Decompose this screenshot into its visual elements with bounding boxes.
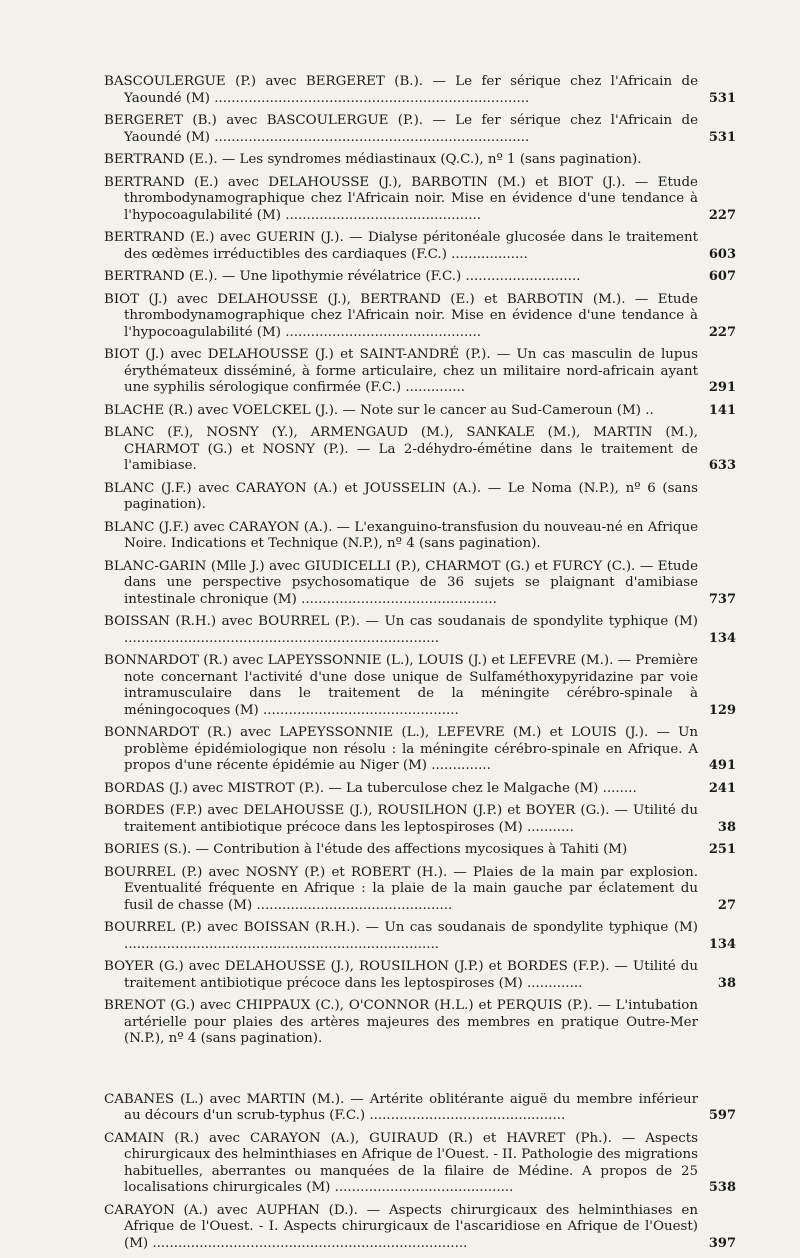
entry-text: BLANC (J.F.) avec CARAYON (A.) et JOUSSELIN (A.). — Le Noma (N.P.), nº 6 (sans pagination). [104,480,698,512]
entry-text: CAMAIN (R.) avec CARAYON (A.), GUIRAUD (R.) et HAVRET (Ph.). — Aspects chirurgicaux des helminthiases en Afrique de l'Ouest. - II. Pathologie des migrations habituelles, aberrantes ou manquées de la filaire de Médine. A propos de 25 localisations chirurgicales (M) .......................................... [104,1130,698,1195]
index-entry [104,781,736,798]
index-entry [104,347,736,397]
index-entry [104,1203,736,1253]
index-list-b-section [104,74,736,1048]
entry-text: BOURREL (P.) avec BOISSAN (R.H.). — Un cas soudanais de spondylite typhique (M) .......................................................................... [104,920,698,952]
index-entry [104,842,736,859]
entry-page-number: 227 [708,207,736,223]
entry-text: BERGERET (B.) avec BASCOULERGUE (P.). — Le fer sérique chez l'Africain de Yaoundé (M) .......................................................................... [104,113,698,145]
entry-text: BLANC (J.F.) avec CARAYON (A.). — L'exanguino-transfusion du nouveau-né en Afrique Noire. Indications et Technique (N.P.), nº 4 (sans pagination). [104,519,698,551]
index-page [104,74,736,1258]
entry-page-number: 134 [708,936,736,952]
index-entry [104,403,736,420]
entry-text: CABANES (L.) avec MARTIN (M.). — Artérite oblitérante aiguë du membre inférieur au décours d'un scrub-typhus (F.C.) .............................................. [104,1091,698,1123]
index-entry [104,653,736,719]
entry-page-number: 251 [708,842,736,857]
entry-page-number: 607 [708,269,736,284]
entry-page-number: 397 [708,1235,736,1251]
index-entry [104,614,736,647]
entry-page-number: 38 [717,819,736,835]
index-entry [104,865,736,915]
entry-page-number: 38 [717,975,736,991]
entry-page-number: 737 [708,591,736,607]
index-entry [104,1092,736,1125]
index-entry [104,559,736,609]
index-entry [104,269,736,286]
entry-text: BOURREL (P.) avec NOSNY (P.) et ROBERT (H.). — Plaies de la main par explosion. Eventualité fréquente en Afrique : la plaie de la main gauche par éclatement du fusil de chasse (M) .............................................. [104,864,698,913]
entry-page-number: 603 [708,246,736,262]
entry-page-number: 291 [708,380,736,395]
entry-page-number: 141 [708,402,736,418]
index-list-c-section [104,1092,736,1253]
entry-text: BLACHE (R.) avec VOELCKEL (J.). — Note sur le cancer au Sud-Cameroun (M) .. [104,402,654,418]
index-entry [104,175,736,225]
entry-text: BLANC (F.), NOSNY (Y.), ARMENGAUD (M.), SANKALE (M.), MARTIN (M.), CHARMOT (G.) et NOSNY (P.). — La 2-déhydro-émétine dans le traitement de l'amibiase. [104,425,698,473]
entry-text: BOYER (G.) avec DELAHOUSSE (J.), ROUSILHON (J.P.) et BORDES (F.P.). — Utilité du traitement antibiotique précoce dans les leptospiroses (M) ............. [104,959,698,991]
entry-page-number: 129 [708,702,736,718]
index-entry [104,230,736,263]
entry-page-number: 134 [708,630,736,646]
index-entry [104,1131,736,1197]
entry-page-number: 597 [708,1108,736,1123]
entry-text: BORDES (F.P.) avec DELAHOUSSE (J.), ROUSILHON (J.P.) et BOYER (G.). — Utilité du traitement antibiotique précoce dans les leptospiroses (M) ........... [104,803,698,835]
entry-text: BONNARDOT (R.) avec LAPEYSSONNIE (L.), LOUIS (J.) et LEFEVRE (M.). — Première note concernant l'activité d'une dose unique de Sulfaméthoxypyridazine par voie intramusculaire dans le traitement de la méningite cérébro-spinale à méningocoques (M) .............................................. [104,653,698,718]
index-entry [104,152,736,169]
index-entry [104,920,736,953]
entry-text: CARAYON (A.) avec AUPHAN (D.). — Aspects chirurgicaux des helminthiases en Afrique de l'Ouest. - I. Aspects chirurgicaux de l'ascaridiose en Afrique de l'Ouest) (M) .......................................................................... [104,1202,698,1251]
index-entry [104,481,736,514]
entry-text: BERTRAND (E.) avec DELAHOUSSE (J.), BARBOTIN (M.) et BIOT (J.). — Etude thrombodynamographique chez l'Africain noir. Mise en évidence d'une tendance à l'hypocoagulabilité (M) .............................................. [104,174,698,223]
entry-text: BORDAS (J.) avec MISTROT (P.). — La tuberculose chez le Malgache (M) ........ [104,780,637,796]
index-entry [104,425,736,475]
entry-text: BORIES (S.). — Contribution à l'étude des affections mycosiques à Tahiti (M) [104,842,628,857]
entry-text: BLANC-GARIN (Mlle J.) avec GIUDICELLI (P.), CHARMOT (G.) et FURCY (C.). — Etude dans une perspective psychosomatique de 36 sujets se plaignant d'amibiase intestinale chronique (M) .............................................. [104,558,698,607]
entry-page-number: 27 [717,897,736,913]
entry-text: BIOT (J.) avec DELAHOUSSE (J.), BERTRAND (E.) et BARBOTIN (M.). — Etude thrombodynamographique chez l'Africain noir. Mise en évidence d'une tendance à l'hypocoagulabilité (M) .............................................. [104,291,698,340]
entry-page-number: 531 [708,129,736,145]
entry-text: BERTRAND (E.). — Les syndromes médiastinaux (Q.C.), nº 1 (sans pagination). [104,152,642,167]
index-entry [104,292,736,342]
entry-page-number: 491 [708,758,736,773]
index-entry [104,803,736,836]
index-entry [104,998,736,1048]
entry-page-number: 538 [708,1180,736,1195]
entry-page-number: 633 [708,458,736,473]
section-gap [104,1054,736,1092]
entry-text: BERTRAND (E.). — Une lipothymie révélatrice (F.C.) ........................... [104,269,581,284]
entry-page-number: 227 [708,324,736,340]
entry-text: BRENOT (G.) avec CHIPPAUX (C.), O'CONNOR (H.L.) et PERQUIS (P.). — L'intubation artérielle pour plaies des artères majeures des membres en pratique Outre-Mer (N.P.), nº 4 (sans pagination). [104,998,698,1046]
entry-text: BASCOULERGUE (P.) avec BERGERET (B.). — Le fer sérique chez l'Africain de Yaoundé (M) .......................................................................... [104,74,698,106]
index-entry [104,113,736,146]
index-entry [104,74,736,107]
index-entry [104,959,736,992]
index-entry [104,520,736,553]
entry-text: BOISSAN (R.H.) avec BOURREL (P.). — Un cas soudanais de spondylite typhique (M) .......................................................................... [104,614,698,646]
entry-text: BIOT (J.) avec DELAHOUSSE (J.) et SAINT-ANDRÉ (P.). — Un cas masculin de lupus érythémateux disséminé, à forme articulaire, chez un militaire nord-africain ayant une syphilis sérologique confirmée (F.C.) .............. [104,347,698,395]
entry-page-number: 241 [708,780,736,796]
entry-text: BERTRAND (E.) avec GUERIN (J.). — Dialyse péritonéale glucosée dans le traitement des œdèmes irréductibles des cardiaques (F.C.) .................. [104,230,698,262]
index-entry [104,725,736,775]
entry-page-number: 531 [708,90,736,106]
entry-text: BONNARDOT (R.) avec LAPEYSSONNIE (L.), LEFEVRE (M.) et LOUIS (J.). — Un problème épidémiologique non résolu : la méningite cérébro-spinale en Afrique. A propos d'une récente épidémie au Niger (M) .............. [104,725,698,773]
